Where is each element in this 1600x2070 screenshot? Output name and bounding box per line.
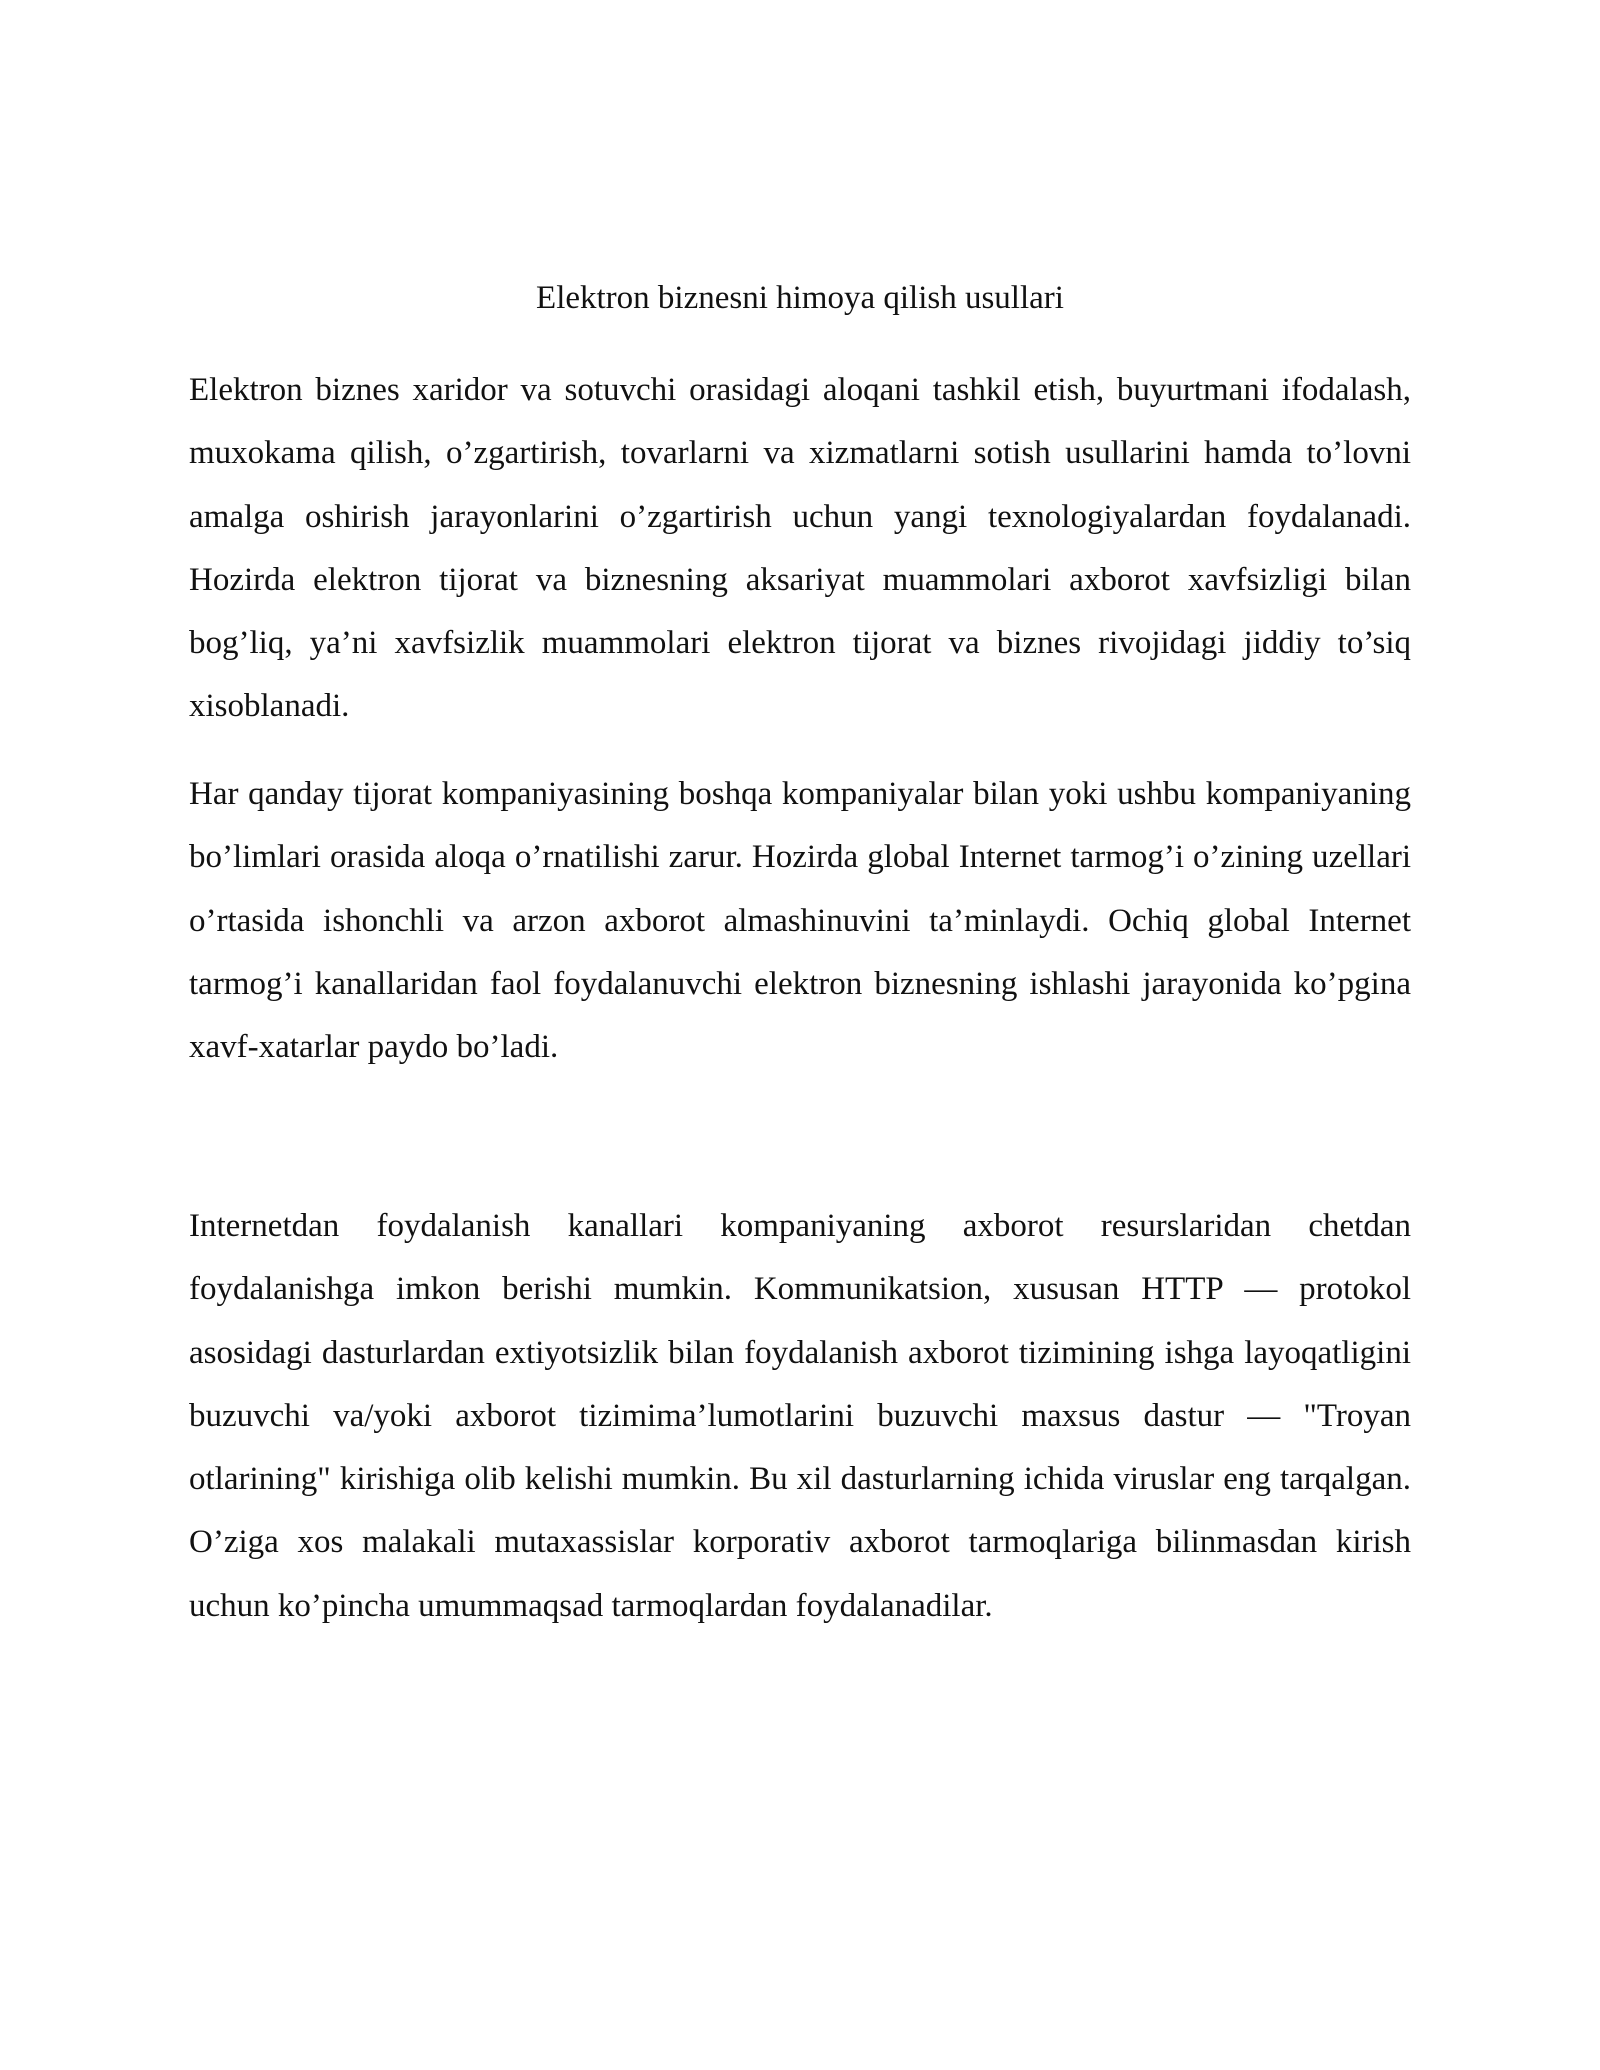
paragraph-3: Internetdan foydalanish kanallari kompaniyaning axborot resurslaridan chetdan foydalanishga imkon berishi mumkin. Kommunikatsion, xususan HTTP — protokol asosidagi dasturlardan extiyotsizlik bilan foydalanish axborot tizimining ishga layoqatligini buzuvchi va/yoki axborot tizimima’lumotlarini buzuvchi maxsus dastur — "Troyan otlarining" kirishiga olib kelishi mumkin. Bu xil dasturlarning ichida viruslar eng tarqalgan. O’ziga xos malakali mutaxassislar korporativ axborot tarmoqlariga bilinmasdan kirish uchun ko’pincha umummaqsad tarmoqlardan foydalanadilar. — [189, 1208, 1411, 1624]
document-title: Elektron biznesni himoya qilish usullari — [536, 280, 1064, 316]
paragraph-2: Har qanday tijorat kompaniyasining boshqa kompaniyalar bilan yoki ushbu kompaniyaning bo’limlari orasida aloqa o’rnatilishi zarur. Hozirda global Internet tarmog’i o’zining uzellari o’rtasida ishonchli va arzon axborot almashinuvini ta’minlaydi. Ochiq global Internet tarmog’i kanallaridan faol foydalanuvchi elektron biznesning ishlashi jarayonida ko’pgina xavf-xatarlar paydo bo’ladi. — [189, 776, 1411, 1066]
paragraph-1: Elektron biznes xaridor va sotuvchi orasidagi aloqani tashkil etish, buyurtmani ifodalash, muxokama qilish, o’zgartirish, tovarlarni va xizmatlarni sotish usullarini hamda to’lovni amalga oshirish jarayonlarini o’zgartirish uchun yangi texnologiyalardan foydalanadi. Hozirda elektron tijorat va biznesning aksariyat muammolari axborot xavfsizligi bilan bog’liq, ya’ni xavfsizlik muammolari elektron tijorat va biznes rivojidagi jiddiy to’siq xisoblanadi. — [189, 372, 1411, 725]
